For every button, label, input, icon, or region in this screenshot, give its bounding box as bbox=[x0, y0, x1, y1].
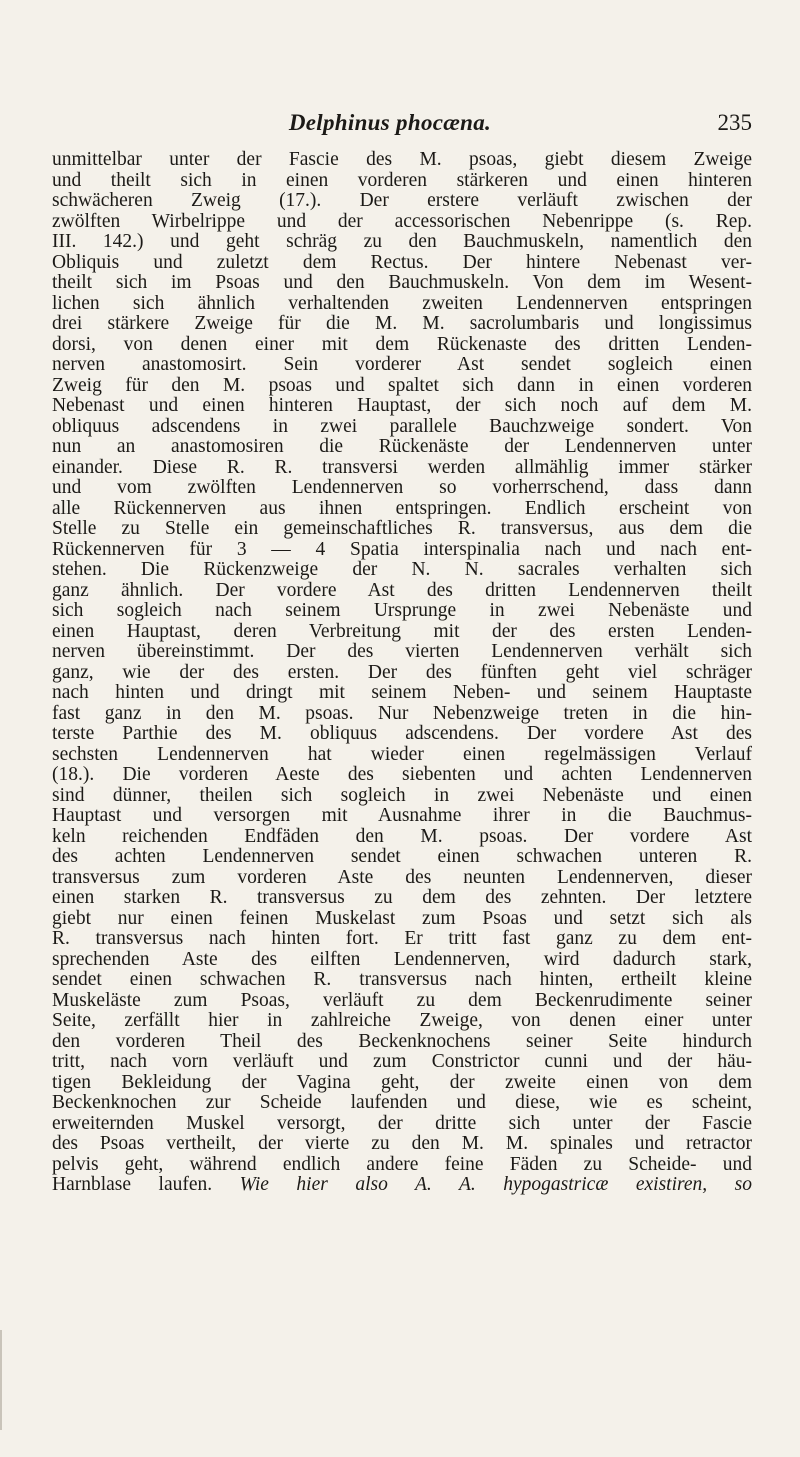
text-line: pelvis geht, während endlich andere feine Fäden zu Scheide- und bbox=[52, 1153, 752, 1175]
text-line: (18.). Die vorderen Aeste des siebenten und achten Lendennerven bbox=[52, 764, 752, 785]
text-line: terste Parthie des M. obliquus adscendens. Der vordere Ast des bbox=[52, 723, 752, 744]
text-line: theilt sich im Psoas und den Bauchmuskeln. Von dem im Wesent- bbox=[52, 272, 752, 293]
text-line: ganz ähnlich. Der vordere Ast des dritten Lendennerven theilt bbox=[52, 579, 752, 601]
text-line: Zweig für den M. psoas und spaltet sich dann in einen vorderen bbox=[52, 374, 752, 396]
final-line-roman-text: Harnblase laufen. bbox=[52, 1174, 213, 1195]
text-line: Obliquis und zuletzt dem Rectus. Der hintere Nebenast ver- bbox=[52, 251, 752, 273]
text-line: einen Hauptast, deren Verbreitung mit der des ersten Lenden- bbox=[52, 620, 752, 642]
text-line-final bbox=[52, 1175, 752, 1196]
text-line: und vom zwölften Lendennerven so vorherrschend, dass dann bbox=[52, 477, 752, 498]
text-line: lichen sich ähnlich verhaltenden zweiten Lendennerven entspringen bbox=[52, 292, 752, 314]
text-line: Rückennerven für 3 — 4 Spatia interspinalia nach und nach ent- bbox=[52, 538, 752, 560]
text-line: alle Rückennerven aus ihnen entspringen. Endlich erscheint von bbox=[52, 497, 752, 519]
text-line: einander. Diese R. R. transversi werden allmählig immer stärker bbox=[52, 456, 752, 478]
text-line: Hauptast und versorgen mit Ausnahme ihrer in die Bauchmus- bbox=[52, 805, 752, 826]
text-line: dorsi, von denen einer mit dem Rückenaste des dritten Lenden- bbox=[52, 333, 752, 355]
text-line: unmittelbar unter der Fascie des M. psoas, giebt diesem Zweige bbox=[52, 149, 752, 170]
text-line: III. 142.) und geht schräg zu den Bauchmuskeln, namentlich den bbox=[52, 231, 752, 252]
text-line: fast ganz in den M. psoas. Nur Nebenzweige treten in die hin- bbox=[52, 702, 752, 724]
text-line: obliquus adscendens in zwei parallele Bauchzweige sondert. Von bbox=[52, 415, 752, 437]
text-line: Seite, zerfällt hier in zahlreiche Zweige, von denen einer unter bbox=[52, 1010, 752, 1031]
running-title: Delphinus phocæna. bbox=[288, 110, 492, 135]
final-line-italic-text: Wie hier also A. A. hypogastricæ existiren, so bbox=[239, 1174, 752, 1195]
text-line: zwölften Wirbelrippe und der accessorischen Nebenrippe (s. Rep. bbox=[52, 210, 752, 232]
text-line: erweiternden Muskel versorgt, der dritte sich unter der Fascie bbox=[52, 1112, 752, 1134]
page-number: 235 bbox=[717, 110, 752, 135]
text-line: transversus zum vorderen Aste des neunten Lendennerven, dieser bbox=[52, 866, 752, 888]
text-line: einen starken R. transversus zu dem des zehnten. Der letztere bbox=[52, 887, 752, 908]
text-line: drei stärkere Zweige für die M. M. sacrolumbaris und longissimus bbox=[52, 313, 752, 334]
text-line: Beckenknochen zur Scheide laufenden und diese, wie es scheint, bbox=[52, 1092, 752, 1113]
text-line: giebt nur einen feinen Muskelast zum Psoas und setzt sich als bbox=[52, 907, 752, 929]
text-line: nerven anastomosirt. Sein vorderer Ast sendet sogleich einen bbox=[52, 354, 752, 375]
text-line: sind dünner, theilen sich sogleich in zwei Nebenäste und einen bbox=[52, 784, 752, 806]
running-head bbox=[60, 110, 760, 140]
text-line: sendet einen schwachen R. transversus nach hinten, ertheilt kleine bbox=[52, 969, 752, 990]
text-line: und theilt sich in einen vorderen stärkeren und einen hinteren bbox=[52, 169, 752, 191]
text-line: Nebenast und einen hinteren Hauptast, der sich noch auf dem M. bbox=[52, 395, 752, 416]
text-line: des Psoas vertheilt, der vierte zu den M. M. spinales und retractor bbox=[52, 1133, 752, 1154]
text-line: tigen Bekleidung der Vagina geht, der zweite einen von dem bbox=[52, 1071, 752, 1093]
text-line: ganz, wie der des ersten. Der des fünften geht viel schräger bbox=[52, 661, 752, 683]
margin-scan-mark bbox=[0, 1330, 2, 1430]
text-line: nach hinten und dringt mit seinem Neben- und seinem Hauptaste bbox=[52, 682, 752, 703]
text-line: sprechenden Aste des eilften Lendennerven, wird dadurch stark, bbox=[52, 948, 752, 970]
text-line: R. transversus nach hinten fort. Er tritt fast ganz zu dem ent- bbox=[52, 928, 752, 949]
text-line: nerven übereinstimmt. Der des vierten Lendennerven verhält sich bbox=[52, 641, 752, 662]
text-line: sich sogleich nach seinem Ursprunge in zwei Nebenäste und bbox=[52, 600, 752, 621]
text-line: schwächeren Zweig (17.). Der erstere verläuft zwischen der bbox=[52, 190, 752, 211]
text-line: nun an anastomosiren die Rückenäste der Lendennerven unter bbox=[52, 436, 752, 457]
text-line: des achten Lendennerven sendet einen schwachen unteren R. bbox=[52, 846, 752, 867]
body-text bbox=[52, 150, 752, 1196]
text-line: sechsten Lendennerven hat wieder einen regelmässigen Verlauf bbox=[52, 743, 752, 765]
text-line: stehen. Die Rückenzweige der N. N. sacrales verhalten sich bbox=[52, 559, 752, 580]
text-line: Stelle zu Stelle ein gemeinschaftliches R. transversus, aus dem die bbox=[52, 518, 752, 539]
text-line: tritt, nach vorn verläuft und zum Constrictor cunni und der häu- bbox=[52, 1051, 752, 1072]
text-line: Muskeläste zum Psoas, verläuft zu dem Beckenrudimente seiner bbox=[52, 989, 752, 1011]
text-line: keln reichenden Endfäden den M. psoas. Der vordere Ast bbox=[52, 825, 752, 847]
text-line: den vorderen Theil des Beckenknochens seiner Seite hindurch bbox=[52, 1030, 752, 1052]
